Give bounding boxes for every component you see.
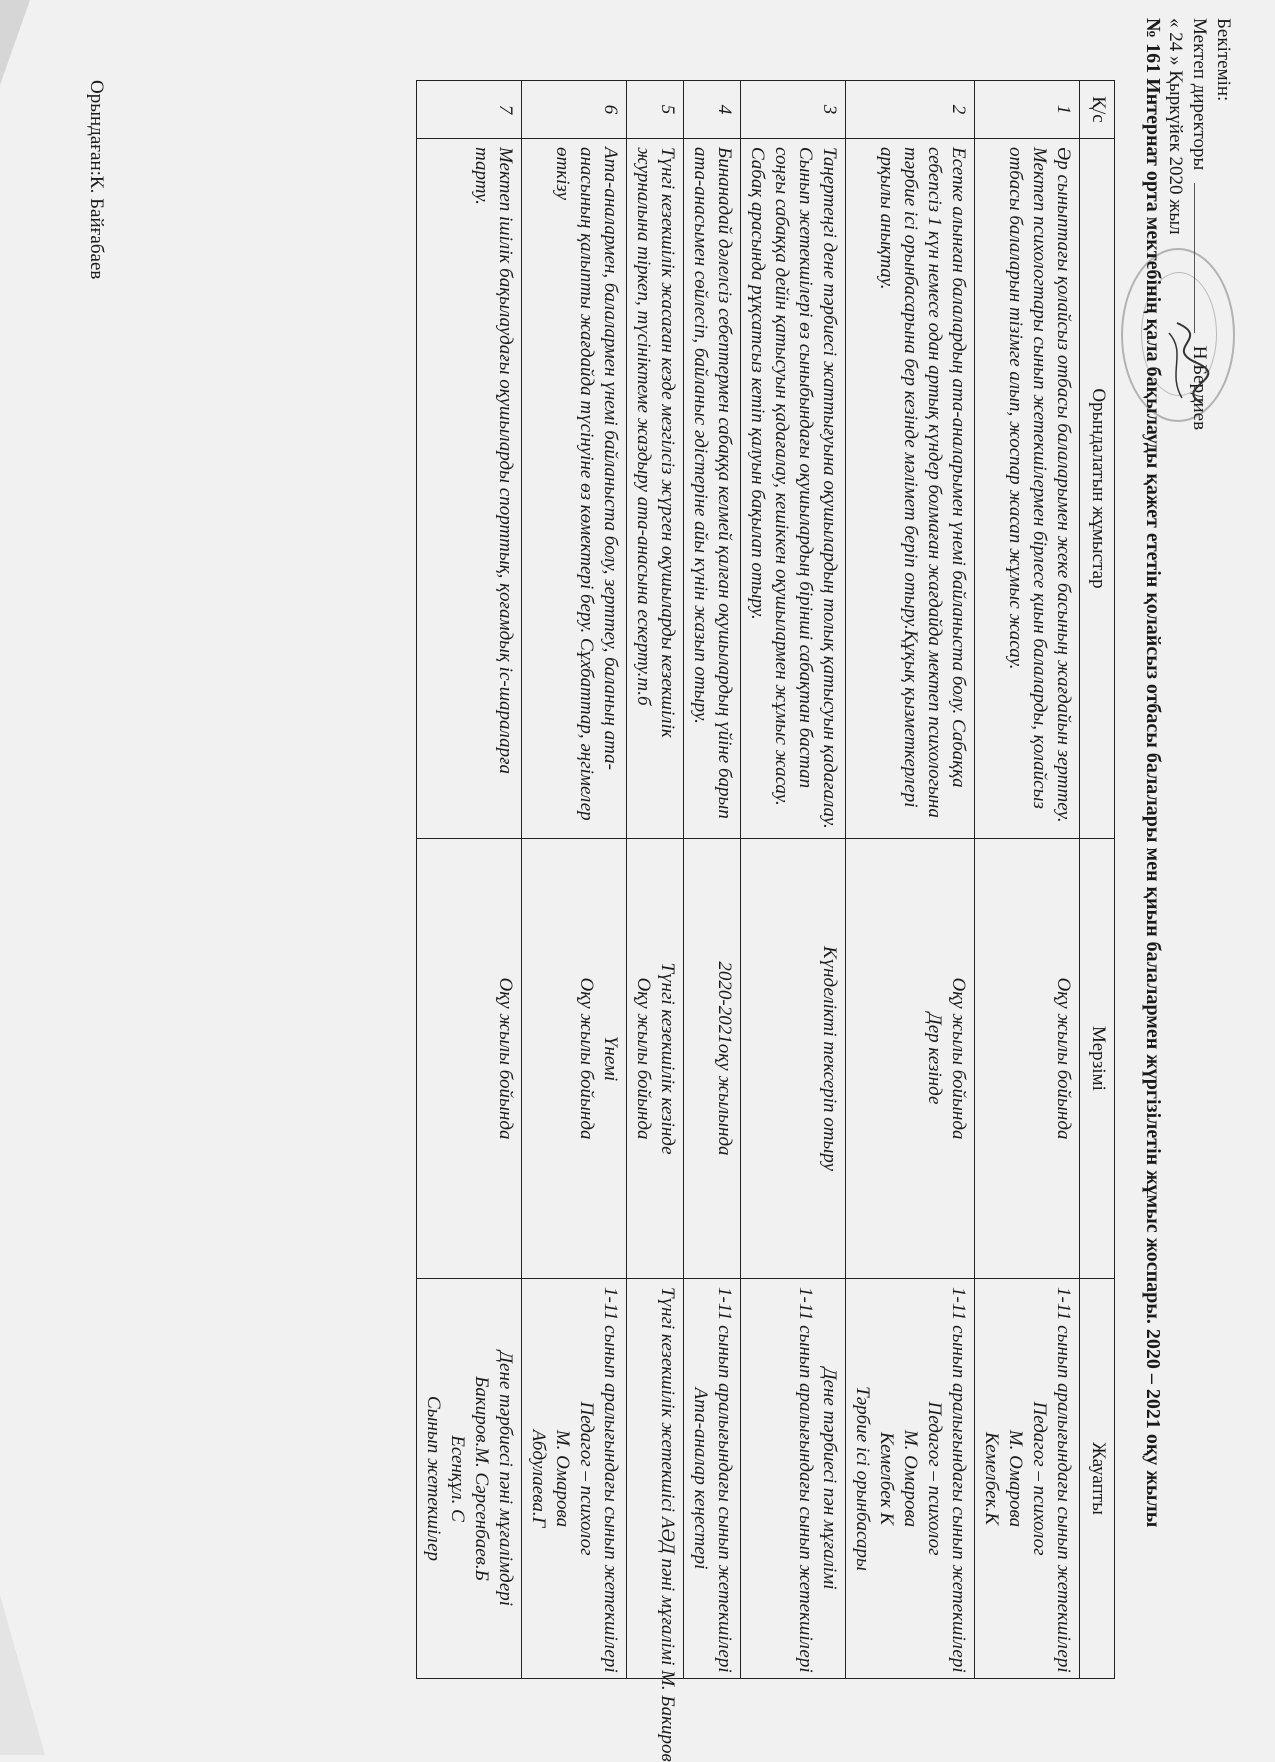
responsible-line: Бакиров.М. Сәрсенбаев.Б xyxy=(471,1376,492,1581)
row-responsible xyxy=(975,1279,1080,1679)
responsible-line: Есенқұл. С xyxy=(447,1435,468,1522)
row-number: 2 xyxy=(846,81,975,139)
row-term xyxy=(417,839,522,1279)
term-line: Түнгі кезекшілік кезінде xyxy=(657,962,678,1155)
row-number: 3 xyxy=(741,81,846,139)
row-term xyxy=(522,839,627,1279)
row-work-description: Әр сыныптағы қолайсыз отбасы балаларымен жеке басының жағдайын зерттеу. Мектеп психологтары сынып жетекшілермен бірлесе қиын балаларды, қолайсыз отбасы балаларын тізімге алып, жоспар жасап жұмыс жасау. xyxy=(975,139,1080,839)
term-line: Оқу жылы бойында xyxy=(576,977,597,1140)
row-number: 7 xyxy=(417,81,522,139)
table-row xyxy=(846,81,975,1679)
row-work-description: Таңертеңгі дене тәрбиесі жаттығуына оқушылардың толық қатысуын қадағалау. Сынып жетекшілері өз сыныбындағы оқушылардың бірінші сабақтан бастап соңғы сабаққа дейін қатысуын қадағалау, кешіккен оқушылармен жұмыс жасау. Сабақ арасында рұқсатсыз кетіп қалуын бақылап отыру. xyxy=(741,139,846,839)
row-term xyxy=(741,839,846,1279)
table-row xyxy=(975,81,1080,1679)
responsible-line: Абдулаева.Г xyxy=(528,1429,549,1528)
term-line: Оқу жылы бойында xyxy=(495,977,516,1140)
table-header-row xyxy=(1080,81,1115,1679)
term-line: Үнемі xyxy=(600,1035,621,1082)
term-line: Оқу жылы бойында xyxy=(1053,977,1074,1140)
header-term: Мерзімі xyxy=(1080,839,1115,1279)
row-term xyxy=(627,839,684,1279)
header-responsible: Жауапты xyxy=(1080,1279,1115,1679)
responsible-line: Ата-аналар кеңестері xyxy=(690,1387,711,1570)
responsible-line: Дене тәрбиесі пәні мұғалімдері xyxy=(495,1350,516,1607)
header-work: Орындалатын жұмыстар xyxy=(1080,139,1115,839)
executor-signature: Орындаған:К. Байғабаев xyxy=(86,80,107,280)
director-signature xyxy=(1157,318,1217,408)
row-responsible xyxy=(627,1279,684,1762)
responsible-line: М. Омарова xyxy=(900,1429,921,1528)
responsible-line: Кемелбек.К xyxy=(981,1432,1002,1525)
term-line: Оқу жылы бойында xyxy=(948,977,969,1140)
term-line: Дер кезінде xyxy=(924,1012,945,1105)
responsible-line: Сынып жетекшілер xyxy=(423,1395,444,1562)
row-responsible xyxy=(684,1279,741,1679)
responsible-line: Түнгі кезекшілік жетекшісі АӘД пәні мұғалімі М. Бакиров xyxy=(657,1287,678,1762)
document-title: № 161 Интернат орта мектебінің қала бақылауды қажет ететін қолайсыз отбасы балалары мен қиын балалармен жүргізілетін жұмыс жоспары. 2020 – 2021 оқу жылы xyxy=(1142,18,1164,1528)
work-plan-table xyxy=(416,80,1115,1762)
term-line: Күнделікті тексеріп отыру xyxy=(819,945,840,1172)
responsible-line: 1-11 сынып аралығындағы сынып жетекшілері xyxy=(795,1287,816,1673)
term-line: Оқу жылы бойында xyxy=(633,977,654,1140)
scanned-page xyxy=(75,18,1235,1762)
row-number: 6 xyxy=(522,81,627,139)
responsible-line: Педагог – психолог xyxy=(1029,1401,1050,1556)
row-work-description: Есепке алынған балалардың ата-аналарымен үнемі байланыста болу. Сабаққа себепсіз 1 күн немесе одан артық күндер болмаған жағдайда мектеп психологына тәрбие ісі орынбасарына бер кезінде мәлімет беріп отыру.Құқық қызметкерлері арқылы анықтау. xyxy=(846,139,975,839)
row-number: 4 xyxy=(684,81,741,139)
approval-director-label: Мектеп директоры xyxy=(1189,18,1210,171)
term-line: 2020-2021оқу жылында xyxy=(714,961,735,1156)
responsible-line: М. Омарова xyxy=(1005,1429,1026,1528)
approval-heading: Бекітемін: xyxy=(1213,18,1234,102)
row-work-description: Бинанадай дәлелсіз себептермен сабаққа келмей қалған оқушылардың үйіне барып ата-анасымен сөйлесіп, байланыс әдістеріне айы күнін жазып отыру. xyxy=(684,139,741,839)
responsible-line: Кемелбек К xyxy=(876,1432,897,1525)
responsible-line: Дене тәрбиесі пән мұғалімі xyxy=(819,1367,840,1590)
table-row xyxy=(627,81,684,1679)
responsible-line: 1-11 сынып аралығындағы сынып жетекшілері xyxy=(948,1287,969,1673)
responsible-line: 1-11 сынып аралығындағы сынып жетекшілері xyxy=(714,1287,735,1673)
table-row xyxy=(741,81,846,1679)
row-work-description: Ата-аналармен, балалармен үнемі байланыста болу, зерттеу, баланың ата-анасының қалыпты жағдайда түсінуіне өз көмектері беру. Сұхбаттар, әңгімелер өткізу xyxy=(522,139,627,839)
row-term xyxy=(684,839,741,1279)
row-responsible xyxy=(417,1279,522,1679)
row-responsible xyxy=(846,1279,975,1679)
row-term xyxy=(975,839,1080,1279)
responsible-line: 1-11 сынып аралығындағы сынып жетекшілері xyxy=(600,1287,621,1673)
table-row xyxy=(684,81,741,1679)
responsible-line: М. Омарова xyxy=(552,1429,573,1528)
row-number: 5 xyxy=(627,81,684,139)
approval-block xyxy=(1163,18,1235,718)
page-shadow-top xyxy=(0,0,30,85)
page-shadow-bottom xyxy=(0,1595,45,1755)
responsible-line: Педагог – психолог xyxy=(576,1401,597,1556)
row-responsible xyxy=(522,1279,627,1679)
row-work-description: Мектеп ішілік бақылаудағы оқушыларды спорттық, қоғамдық іс-шараларға тарту. xyxy=(417,139,522,839)
table-body xyxy=(417,81,1080,1762)
approval-date: « 24 » Қыркүйек 2020 жыл xyxy=(1165,18,1186,235)
row-responsible xyxy=(741,1279,846,1679)
responsible-line: 1-11 сынып аралығындағы сынып жетекшілері xyxy=(1053,1287,1074,1673)
responsible-line: Педагог – психолог xyxy=(924,1401,945,1556)
row-number: 1 xyxy=(975,81,1080,139)
row-work-description: Түнгі кезекшілік жасаған кезде мезгілсіз жүрген оқушыларды кезекшілік журналына тіркеп, түсініктеме жаздыру ата-анасына ескерту.т.б xyxy=(627,139,684,839)
approval-director-name: Н.Бердиев xyxy=(1189,345,1210,431)
header-number: Қ/с xyxy=(1080,81,1115,139)
responsible-line: Тәрбие ісі орынбасары xyxy=(852,1386,873,1571)
table-row xyxy=(522,81,627,1679)
row-term xyxy=(846,839,975,1279)
table-row xyxy=(417,81,522,1679)
